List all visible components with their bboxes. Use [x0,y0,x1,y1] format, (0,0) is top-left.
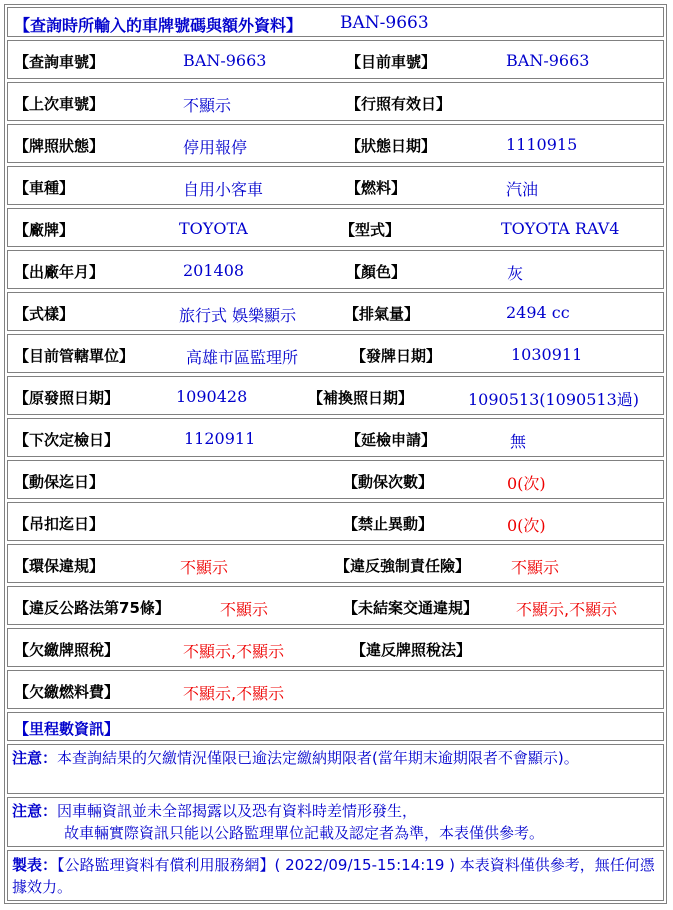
field-label: 【環保違規】 [14,557,105,575]
field-value: 自用小客車 [183,180,264,199]
field-value: 停用報停 [183,138,248,157]
field-value: 1090513(1090513過) [468,390,640,409]
note2-label: 注意： [12,802,58,820]
field-value: 旅行式 娛樂顯示 [179,306,297,325]
title-label: 【查詢時所輸入的車牌號碼與額外資料】 [14,16,303,35]
field-label: 【原發照日期】 [14,389,120,407]
info-row [7,40,664,79]
info-row [7,376,664,415]
note-disclaimer [7,797,664,847]
note3-text: 【公路監理資料有償利用服務網】( 2022/09/15-15:14:19 ) 本表資料僅供參考，無任何憑據效力。 [12,856,655,896]
field-value: 不顯示,不顯示 [516,600,618,619]
field-label: 【下次定檢日】 [14,431,120,449]
field-label: 【吊扣迄日】 [14,515,105,533]
note-source [7,850,664,901]
field-label: 【顏色】 [346,263,407,281]
field-label: 【違反強制責任險】 [335,557,471,575]
field-label: 【目前車號】 [346,53,437,71]
field-value: 201408 [183,261,245,280]
vehicle-info-table [4,4,667,904]
info-row [7,82,664,121]
info-row [7,544,664,583]
field-label: 【出廠年月】 [14,263,105,281]
field-value: 1110915 [506,135,578,154]
info-row [7,208,664,247]
field-value: 無 [510,432,527,451]
mileage-label: 【里程數資訊】 [14,720,120,738]
field-value: BAN-9663 [183,51,267,70]
title-plate: BAN-9663 [340,13,429,33]
field-value: 灰 [507,264,524,283]
field-value: TOYOTA RAV4 [501,219,620,238]
field-label: 【查詢車號】 [14,53,105,71]
field-value: 2494 cc [506,303,570,322]
title-row [7,7,664,37]
info-row [7,460,664,499]
field-value: 汽油 [506,180,539,199]
field-label: 【補換照日期】 [308,389,414,407]
field-label: 【式樣】 [14,305,75,323]
field-value: 1120911 [184,429,256,448]
field-label: 【違反牌照稅法】 [351,641,472,659]
info-row [7,292,664,331]
field-label: 【違反公路法第75條】 [14,599,170,617]
info-row [7,334,664,373]
field-label: 【車種】 [14,179,75,197]
field-value: 0(次) [507,474,546,493]
note1-label: 注意： [12,749,58,767]
field-label: 【上次車號】 [14,95,105,113]
field-label: 【型式】 [340,221,401,239]
field-label: 【禁止異動】 [343,515,434,533]
info-row [7,250,664,289]
field-label: 【排氣量】 [344,305,420,323]
field-value: 1030911 [511,345,583,364]
field-value: 不顯示 [220,600,269,619]
info-row [7,586,664,625]
field-label: 【目前管轄單位】 [14,347,135,365]
info-row [7,628,664,667]
mileage-row [7,712,664,741]
note1-text: 本查詢結果的欠繳情況僅限已逾法定繳納期限者(當年期末逾期限者不會顯示)。 [57,749,579,767]
field-value: 0(次) [507,516,546,535]
field-label: 【狀態日期】 [346,137,437,155]
info-row [7,670,664,709]
field-label: 【欠繳燃料費】 [14,683,120,701]
field-value: 不顯示 [511,558,560,577]
note2-line2: 故車輛實際資訊只能以公路監理單位記載及認定者為準，本表僅供參考。 [64,824,545,842]
field-value: 高雄市區監理所 [186,348,299,367]
field-value: 不顯示 [180,558,229,577]
note2-line1: 因車輛資訊並未全部揭露以及恐有資料時差情形發生， [57,802,418,820]
field-label: 【燃料】 [346,179,407,197]
note3-label: 製表： [12,856,58,874]
info-row [7,502,664,541]
info-row [7,418,664,457]
field-label: 【行照有效日】 [346,95,452,113]
field-label: 【動保迄日】 [14,473,105,491]
field-value: 不顯示 [183,96,232,115]
field-label: 【牌照狀態】 [14,137,105,155]
field-label: 【欠繳牌照稅】 [14,641,120,659]
field-label: 【發牌日期】 [351,347,442,365]
note-overdue [7,744,664,794]
field-label: 【未結案交通違規】 [343,599,479,617]
field-value: BAN-9663 [506,51,590,70]
info-row [7,166,664,205]
field-value: 1090428 [176,387,248,406]
field-value: TOYOTA [179,219,248,238]
field-label: 【延檢申請】 [346,431,437,449]
info-row [7,124,664,163]
field-value: 不顯示,不顯示 [183,642,285,661]
field-value: 不顯示,不顯示 [183,684,285,703]
field-label: 【動保次數】 [343,473,434,491]
field-label: 【廠牌】 [14,221,75,239]
